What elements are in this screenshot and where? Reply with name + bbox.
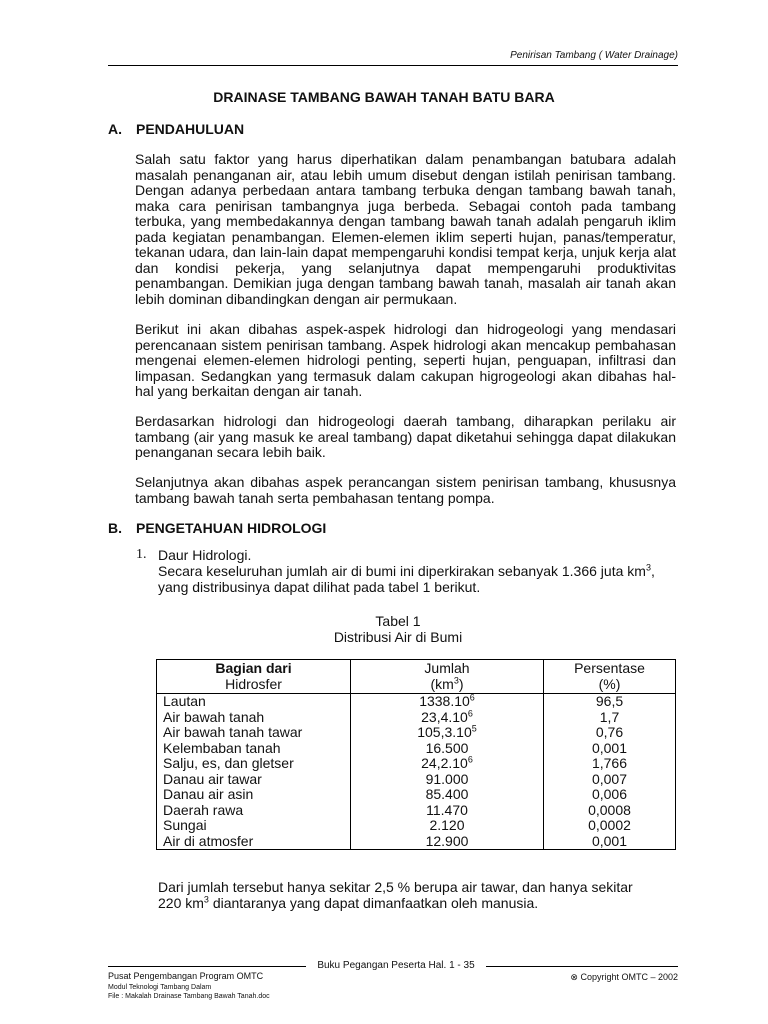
amount-value: 85.400 xyxy=(425,786,469,802)
section-b-number: B. xyxy=(108,520,122,536)
footer-organization: Pusat Pengembangan Program OMTC xyxy=(108,971,264,981)
amount-value: 1338.10 xyxy=(419,693,470,709)
cell-percent: 0,007 xyxy=(591,770,628,787)
section-a-heading xyxy=(108,121,244,137)
cell-amount xyxy=(351,725,544,741)
cell-percent: 1,7 xyxy=(599,708,620,725)
document-title: DRAINASE TAMBANG BAWAH TANAH BATU BARA xyxy=(213,89,555,105)
cell-amount xyxy=(351,787,544,803)
header-jumlah-line1: Jumlah xyxy=(424,660,470,676)
footer-rule-right xyxy=(486,966,678,967)
footer-page-info: Buku Pegangan Peserta Hal. 1 - 35 xyxy=(317,960,475,971)
table-row xyxy=(157,756,676,772)
closing-paragraph xyxy=(158,879,678,911)
cell-amount xyxy=(351,707,544,726)
list-item-number: 1. xyxy=(136,547,147,562)
paragraph-intro-3: Berdasarkan hidrologi dan hidrogeologi daerah tambang, diharapkan perilaku air tambang (air yang masuk ke areal tambang) dapat diketahui sehingga dapat dilakukan penanganan secara lebih baik. xyxy=(135,413,676,460)
running-header: Penirisan Tambang ( Water Drainage) xyxy=(510,50,678,61)
paragraph-intro-4: Selanjutnya akan dibahas aspek perancangan sistem penirisan tambang, khususnya tambang bawah tanah serta pembahasan tentang pompa. xyxy=(135,474,676,506)
section-b-heading xyxy=(108,520,326,536)
header-persentase xyxy=(544,660,676,694)
list-item-line-2: yang distribusinya dapat dilihat pada tabel 1 berikut. xyxy=(158,579,481,595)
paragraph-intro-1: Salah satu faktor yang harus diperhatikan dalam penambangan batubara adalah masalah penanganan air, atau lebih umum disebut dengan istilah penirisan tambang. Dengan adanya perbedaan antara tambang terbuka dengan tambang bawah tanah, maka cara penirisan tambangnya juga berbeda. Sebagai contoh pada tambang terbuka, yang membedakannya dengan tambang bawah tanah adalah pengaruh iklim pada kegiatan penambangan. Elemen-elemen iklim seperti hujan, panas/temperatur, tekanan udara, dan lain-lain dapat mempengaruhi kondisi tempat kerja, unjuk kerja alat dan kondisi pekerja, yang selanjutnya dapat mempengaruhi produktivitas penambangan. Demikian juga dengan tambang bawah tanah, masalah air tanah akan lebih dominan dibandingkan dengan air permukaan. xyxy=(135,151,676,307)
cell-amount xyxy=(351,741,544,757)
header-bagian-line1: Bagian dari xyxy=(215,660,292,676)
header-jumlah xyxy=(351,660,544,694)
amount-value: 16.500 xyxy=(425,739,469,756)
header-persentase-line2: (%) xyxy=(598,675,621,692)
table-header-row xyxy=(157,660,676,694)
section-a-number: A. xyxy=(108,121,122,137)
line-1-superscript: 3 xyxy=(645,562,651,573)
table-label: Tabel 1 xyxy=(375,613,421,629)
footer-rule-left xyxy=(108,966,306,967)
header-jumlah-unit-post: ) xyxy=(458,675,464,692)
amount-value: 11.470 xyxy=(426,801,468,818)
cell-percent: 0,0002 xyxy=(588,817,631,833)
cell-amount xyxy=(351,756,544,772)
header-jumlah-unit-sup: 3 xyxy=(453,674,459,685)
cell-percent: 0,76 xyxy=(595,724,624,740)
cell-name: Air di atmosfer xyxy=(157,834,351,850)
footer-copyright: ⊗ Copyright OMTC – 2002 xyxy=(570,972,678,982)
table-row xyxy=(157,725,676,741)
cell-name: Kelembaban tanah xyxy=(157,741,351,757)
list-item-line-1 xyxy=(158,563,678,579)
cell-name: Air bawah tanah xyxy=(157,710,351,726)
amount-value: 12.900 xyxy=(425,832,469,849)
cell-percent: 0,001 xyxy=(591,832,628,849)
table-row xyxy=(157,694,676,710)
cell-amount xyxy=(351,818,544,834)
footer-file: File : Makalah Drainase Tambang Bawah Tanah.doc xyxy=(108,993,270,1000)
cell-name: Salju, es, dan gletser xyxy=(157,756,351,772)
closing-line-2 xyxy=(158,895,678,911)
section-b-title: PENGETAHUAN HIDROLOGI xyxy=(136,520,327,536)
line-1-text: Secara keseluruhan jumlah air di bumi ini diperkirakan sebanyak 1.366 juta km xyxy=(158,563,646,579)
paragraph-intro-2: Berikut ini akan dibahas aspek-aspek hidrologi dan hidrogeologi yang mendasari perencanaan sistem penirisan tambang. Aspek hidrologi akan mencakup pembahasan mengenai elemen-elemen hidrologi penting, seperti hujan, penguapan, infiltrasi dan limpasan. Sedangkan yang termasuk dalam cakupan higrogeologi akan dibahas hal-hal yang berkaitan dengan air tanah. xyxy=(135,321,676,399)
header-bagian-line2: Hidrosfer xyxy=(225,675,282,692)
amount-value: 105,3.10 xyxy=(417,724,472,740)
table-title: Distribusi Air di Bumi xyxy=(333,629,463,645)
amount-value: 2.120 xyxy=(429,817,465,833)
cell-percent: 96,5 xyxy=(595,693,624,709)
cell-name: Air bawah tanah tawar xyxy=(157,725,351,741)
amount-exponent: 5 xyxy=(471,723,477,734)
table-row xyxy=(157,834,676,850)
cell-name: Daerah rawa xyxy=(157,803,351,819)
line-1-tail: , xyxy=(650,563,655,579)
cell-amount xyxy=(351,834,544,850)
header-jumlah-unit-pre: (km xyxy=(430,675,454,692)
closing-line-2-sup: 3 xyxy=(203,894,209,905)
cell-name: Danau air tawar xyxy=(157,772,351,788)
amount-value: 24,2.10 xyxy=(421,755,468,771)
amount-value: 23,4.10 xyxy=(421,708,468,725)
section-a-title: PENDAHULUAN xyxy=(136,121,245,137)
table-row xyxy=(157,787,676,803)
cell-name: Sungai xyxy=(157,818,351,834)
header-rule xyxy=(108,65,678,66)
list-item-body xyxy=(158,547,678,595)
cell-amount xyxy=(351,772,544,788)
closing-line-2-pre: 220 km xyxy=(158,895,204,911)
cell-percent: 0,001 xyxy=(591,739,628,756)
closing-line-2-post: diantaranya yang dapat dimanfaatkan oleh manusia. xyxy=(208,895,539,911)
cell-percent: 0,006 xyxy=(591,786,628,802)
closing-line-1: Dari jumlah tersebut hanya sekitar 2,5 % berupa air tawar, dan hanya sekitar xyxy=(158,879,633,895)
cell-amount xyxy=(351,803,544,819)
table-row xyxy=(157,803,676,819)
amount-exponent: 6 xyxy=(467,754,473,765)
cell-percent: 0,0008 xyxy=(588,801,631,818)
table-row xyxy=(157,741,676,757)
cell-amount xyxy=(351,694,544,710)
table-row xyxy=(157,710,676,726)
cell-name: Lautan xyxy=(157,694,351,710)
amount-exponent: 6 xyxy=(469,692,475,703)
footer-module: Modul Teknologi Tambang Dalam xyxy=(108,984,212,991)
header-bagian xyxy=(157,660,351,694)
cell-percent: 1,766 xyxy=(591,755,628,771)
table-row xyxy=(157,818,676,834)
header-persentase-line1: Persentase xyxy=(574,660,645,676)
water-distribution-table xyxy=(156,659,676,850)
table-row xyxy=(157,772,676,788)
list-item-title: Daur Hidrologi. xyxy=(158,547,252,563)
amount-exponent: 6 xyxy=(467,707,473,718)
cell-name: Danau air asin xyxy=(157,787,351,803)
amount-value: 91.000 xyxy=(425,770,469,787)
